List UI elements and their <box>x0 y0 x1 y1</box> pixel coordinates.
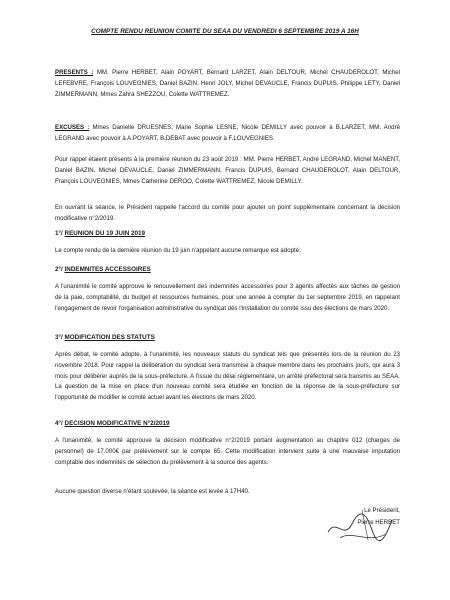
section-4-heading <box>55 419 169 429</box>
excuses-paragraph <box>55 123 400 145</box>
document-title: COMPTE RENDU REUNION COMITE DU SEAA DU VENDREDI 6 SEPTEMBRE 2019 A 16H <box>91 28 359 35</box>
section-4-text: A l'unanimité, le comité approuve la décision modificative n°2/2019 portant augmentation au chapitre 012 (charges de personnel) de 17.000€ par prélèvement sur le compte 65. Cette modification intervient suite à une mauvaise imputation comptable des indemnités de sélection du prélèvement à la source des agents. <box>55 437 400 466</box>
section-3-text: Après débat, le comité adopte, à l'unanimité, les nouveaux statuts du syndicat tels que présentés lors de la réunion du 23 novembre 2018. Pour rappel la délibération du syndicat sera transmise à chaque membre dans les prochains jours, qui aura 3 mois pour délibérer auprès de la sous-préfecture. A l'issue du délai réglementaire, un arrêté préfectoral sera transmis au SEAA. La question de la mise en place d'un nouveau comité sera étudiée en fonction de la réponse de la sous-préfecture sur l'opportunité de modifier le comité actuel avant les élections de mars 2020. <box>55 351 400 402</box>
excuses-label: EXCUSES : <box>55 124 90 131</box>
section-2-text: A l'unanimité le comité approuve le renouvellement des indemnités accessoires pour 3 agents affectés aux tâches de gestion de la paie, comptabilité, du budget et ressources humaines, pour une année à compter du 1er septembre 2019, en rappelant l'engagement de revoir l'organisation administrative du syndicat dès l'installation du comité issu des élections de mars 2020. <box>55 283 400 312</box>
section-1-title: REUNION DU 19 JUIN 2019 <box>64 230 146 237</box>
section-4-number: 4°/ <box>55 420 63 427</box>
section-1-number: 1°/ <box>55 230 63 237</box>
handwritten-signature <box>322 500 402 550</box>
signature-role: Le Président, <box>364 507 400 514</box>
excuses-list: Mmes Danielle DRUESNES, Marie Sophie LESNE, Nicole DEMILLY avec pouvoir à B.LARZET, MM. André LEGRAND avec pouvoir à A.POYART, B.DEBAT avec pouvoir à F.LOUVEGNIES. <box>55 124 400 142</box>
section-1-text: Le compte rendu de la dernière réunion du 19 juin n'appelant aucune remarque est adopté. <box>55 247 301 254</box>
opening-paragraph: En ouvrant la séance, le Président rappelle l'accord du comité pour ajouter un point supplémentaire concernant la décision modificative n°2/2019. <box>55 204 400 222</box>
presents-list: MM. Pierre HERBET, Alain POYART, Bernard LARZET, Alain DELTOUR, Michel CHAUDEROLOT, Michel LEFEBVRE, François LOUVEGNIES, Daniel BAZIN, Henri JOLY, Michel DEVAUCLE, Francis DUPUIS, Philippe LETY, Daniel ZIMMERMANN, Mmes Zahra SHEZZOU, Colette WATTREMEZ. <box>55 69 400 98</box>
section-2-heading <box>55 265 151 275</box>
presents-paragraph <box>55 68 400 100</box>
section-1-heading <box>55 229 145 239</box>
section-4-title: DECISION MODIFICATIVE N°2/2019 <box>64 420 170 427</box>
section-3-number: 3°/ <box>55 334 63 341</box>
section-3-title: MODIFICATION DES STATUTS <box>64 334 155 341</box>
presents-label: PRESENTS : <box>55 69 94 76</box>
section-3-heading <box>55 333 155 343</box>
section-2-title: INDEMNITES ACCESSOIRES <box>64 266 151 273</box>
section-2-number: 2°/ <box>55 266 63 273</box>
signature-name: Pierre HERBET <box>357 519 400 526</box>
rappel-paragraph: Pour rappel étaient présents à la première réunion du 23 août 2019 : MM. Pierre HERBET, André LEGRAND, Michel MANENT, Daniel BAZIN, Michel DEVAUCLE, Daniel ZIMMERMANN, Francis DUPUIS, Bernard CHAUDEROLOT, Alain DELTOUR, François LOUVEGNIES, Mmes Catherine DEROO, Colette WATTREMEZ, Nicole DEMILLY. <box>55 156 400 185</box>
closing-paragraph: Aucune question diverse n'étant soulevée, la séance est levée à 17H40. <box>55 488 250 495</box>
